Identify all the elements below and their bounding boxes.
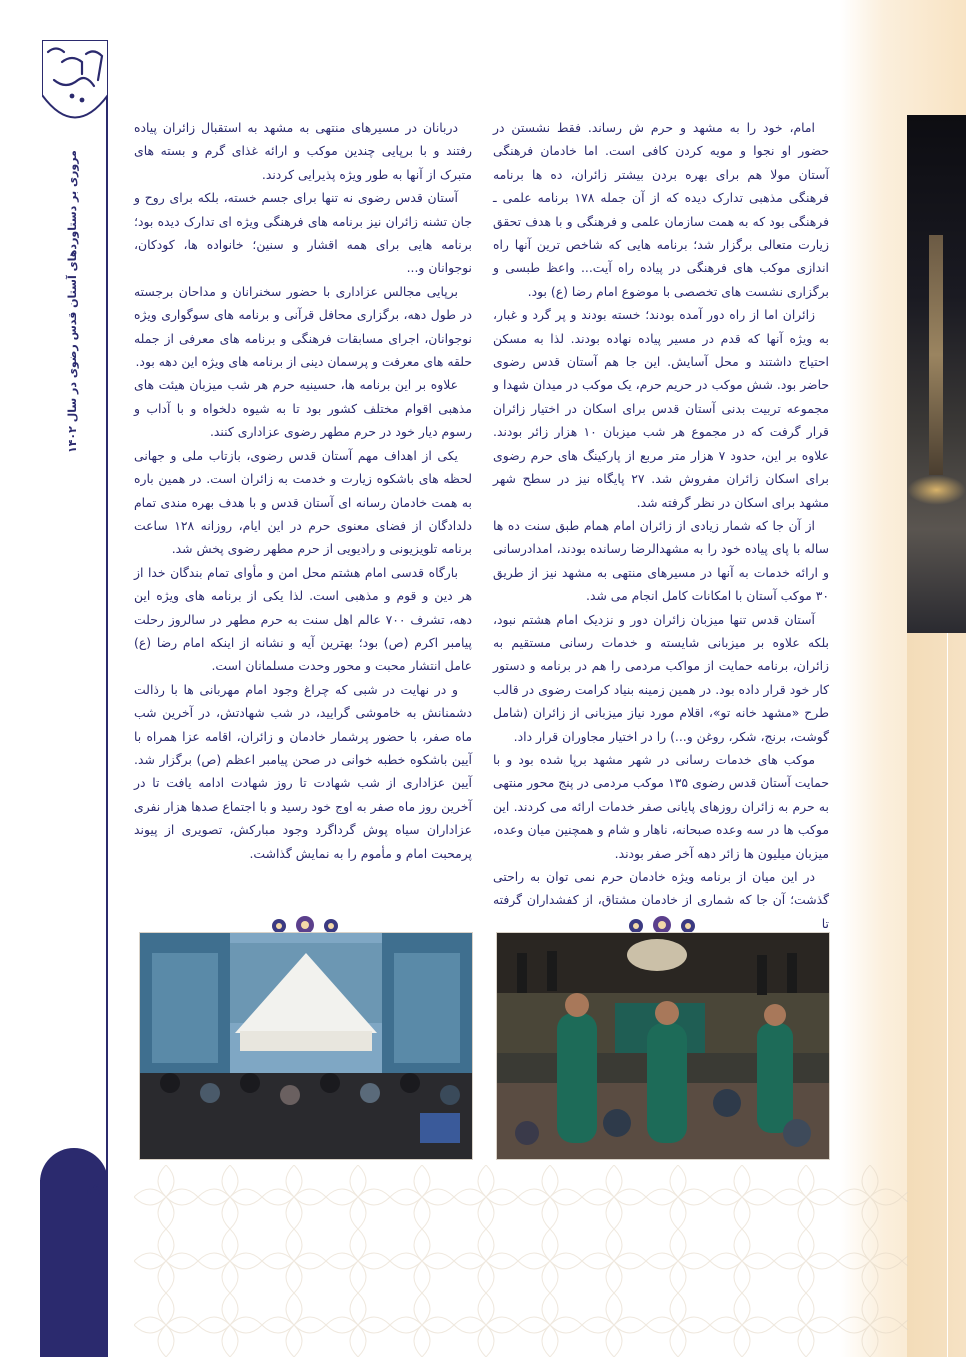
left-divider-line	[106, 95, 108, 1185]
paragraph: بارگاه قدسی امام هشتم محل امن و مأوای تمام بندگان خدا از هر دین و قوم و مذهبی است. لذا یکی از برنامه های ویژه این دهه، تشرف ۷۰۰ عالم اهل سنت به حرم مطهر در سالروز رحلت پیامبر اکرم (ص) بود؛ بهترین آیه و نشانه از اینکه امام رضا (ع) عامل انتشار محبت و محور وحدت مسلمانان است.	[134, 564, 472, 674]
page-number: ۱۹	[83, 1180, 103, 1198]
servers-hall-illustration	[497, 933, 829, 1159]
paragraph: و در نهایت در شبی که چراغ وجود امام مهربانی ها با رذالت دشمنانش به خاموشی گرایید، در شب شهادتش، در آخرین شب ماه صفر، با حضور پرشمار خادمان و زائران، اقامه عزا همراه با آیین باشکوه خطبه خوانی در صحن پیامبر اعظم (ص) برگزار شد. آیین عزاداری از شب شهادت تا روز شهادت ادامه یافت تا در آخرین روز ماه صفر به اوج خود رسید و با اجتماع صدها هزار نفری عزاداران سیاه پوش گرداگرد وجود مبارکش، تصویری از پیوند پرمحبت امام و مأموم را به نمایش گذاشت.	[134, 681, 472, 861]
paragraph: در این میان از برنامه ویژه خادمان حرم نمی توان به راحتی گذشت؛ آن جا که شماری از خادمان مشتاق، از کفشداران گرفته تا	[493, 869, 829, 931]
paragraph: موکب های خدمات رسانی در شهر مشهد برپا شده بود و با حمایت آستان قدس رضوی ۱۳۵ موکب مردمی در پنج محور منتهی به حرم به زائران روزهای پایانی صفر خدمات ارائه می کردند. این موکب ها در سه وعده صبحانه، ناهار و شام و همچنین میان وعده، میزبان میلیون ها زائر دهه آخر صفر بودند.	[493, 751, 830, 861]
bottom-arabesque-pattern	[134, 1165, 908, 1357]
paragraph: آستان قدس تنها میزبان زائران دور و نزدیک امام هشتم نبود، بلکه علاوه بر میزبانی شایسته و خدمات رسانی مستقیم به زائران، برنامه حمایت از مواکب مردمی را هم در برنامه و دستور کار خود قرار داده بود. در همین زمینه بنیاد کرامت رضوی در قالب طرح «مشهد خانه تو»، اقلام مورد نیاز میزبانی از زائران (شامل گوشت، برنج، شکر، روغن و...) را در اختیار مجاوران قرار داد.	[493, 611, 829, 744]
night-shrine-photo-strip	[907, 115, 966, 633]
paragraph: از آن جا که شمار زیادی از زائران امام همام طبق سنت ده ها ساله با پای پیاده خود را به مشهدالرضا رسانده بودند، امدادرسانی و ارائه خدمات به آنها در مسیرهای منتهی به مشهد نیز از طریق ۳۰ موکب آستان با امکانات کامل انجام می شد.	[493, 517, 829, 604]
paragraph: برپایی مجالس عزاداری با حضور سخنرانان و مداحان برجسته در طول دهه، برگزاری محافل قرآنی و برنامه های سوگواری ویژه نوجوانان، اجرای مسابقات فرهنگی و برنامه های معرفی از جمله حلقه های معرفت و پرسمان دینی از برنامه های ویژه این دهه بود.	[134, 283, 472, 370]
shrine-crowd-illustration	[140, 933, 472, 1159]
light-glow	[907, 475, 966, 505]
paragraph: دربانان در مسیرهای منتهی به مشهد به استقبال زائران پیاده رفتند و با برپایی چندین موکب و ارائه غذای گرم و بسته های متبرک از آنها به طور ویژه پذیرایی کردند.	[134, 120, 472, 182]
article-column-right	[493, 116, 829, 935]
paragraph: علاوه بر این برنامه ها، حسینیه حرم هر شب میزبان هیئت های مذهبی اقوام مختلف کشور بود تا به شیوه دلخواه و با آداب و رسوم دیار خود در حرم مطهر رضوی عزاداری کنند.	[134, 377, 472, 440]
right-stripe-divider	[947, 633, 948, 1357]
photo-servers-in-hall	[496, 932, 830, 1160]
paragraph: امام، خود را به مشهد و حرم ش رساند. فقط نشستن در حضور او نجوا و مویه کردن کافی است. اما خادمان فرهنگی آستان مولا هم برای بهره بردن بیشتر زائران، ده ها برنامه فرهنگی مذهبی تدارک دیده که از آن جمله ۱۷۸ برنامه علمی ـ فرهنگی بود که به همت سازمان علمی و فرهنگی و با هدف تحقق زیارت متعالی برگزار شد؛ برنامه هایی که شاخص ترین آنها راه اندازی موکب های فرهنگی در پیاده راه آیت... واعظ طبسی و برگزاری نشست های تخصصی با موضوع امام رضا (ع) بود.	[493, 120, 829, 299]
vertical-magazine-title: مروری بر دستاوردهای آستان قدس رضوی در سال ۱۴۰۲	[66, 150, 79, 453]
paragraph: آستان قدس رضوی نه تنها برای جسم خسته، بلکه برای روح و جان تشنه زائران نیز برنامه های فرهنگی ویژه ای تدارک دیده بود؛ برنامه هایی برای همه اقشار و سنین؛ خانواده ها، کودکان، نوجوانان و...	[134, 190, 472, 276]
left-band-bottom	[40, 1180, 108, 1357]
paragraph: زائران اما از راه دور آمده بودند؛ خسته بودند و پر گرد و غبار، به ویژه آنها که قدم در مسیر پیاده نهاده بودند. لذا به مسکن احتیاج داشتند و محل آسایش. این جا هم آستان قدس رضوی حاضر بود. شش موکب در حریم حرم، یک موکب در میدان شهدا و مجموعه تربیت بدنی آستان قدس برای اسکان در اختیار زائران قرار گرفت که در مجموع هر شب میزبان ۱۰ هزار زائر بودند. علاوه بر این، حدود ۷ هزار متر مربع از پارکینگ های حرم رضوی برای اسکان زائران مفروش شد. ۲۷ پایگاه نیز در سطح شهر مشهد برای اسکان در نظر گرفته شد.	[493, 307, 829, 510]
right-color-stripe	[907, 633, 966, 1357]
paragraph: یکی از اهداف مهم آستان قدس رضوی، بازتاب ملی و جهانی لحظه های باشکوه زیارت و خدمت به زائران است. در همین باره به همت خادمان رسانه ای آستان قدس و با هدف بهره مندی تمام دلدادگان از فضای معنوی حرم در این ایام، روزانه ۱۲۸ ساعت برنامه تلویزیونی و رادیویی از حرم مطهر رضوی پخش شد.	[134, 447, 472, 557]
minaret-shape	[929, 235, 943, 475]
article-column-left	[134, 116, 472, 865]
magazine-logo-icon	[42, 40, 108, 140]
photo-crowd-at-shrine	[139, 932, 473, 1160]
